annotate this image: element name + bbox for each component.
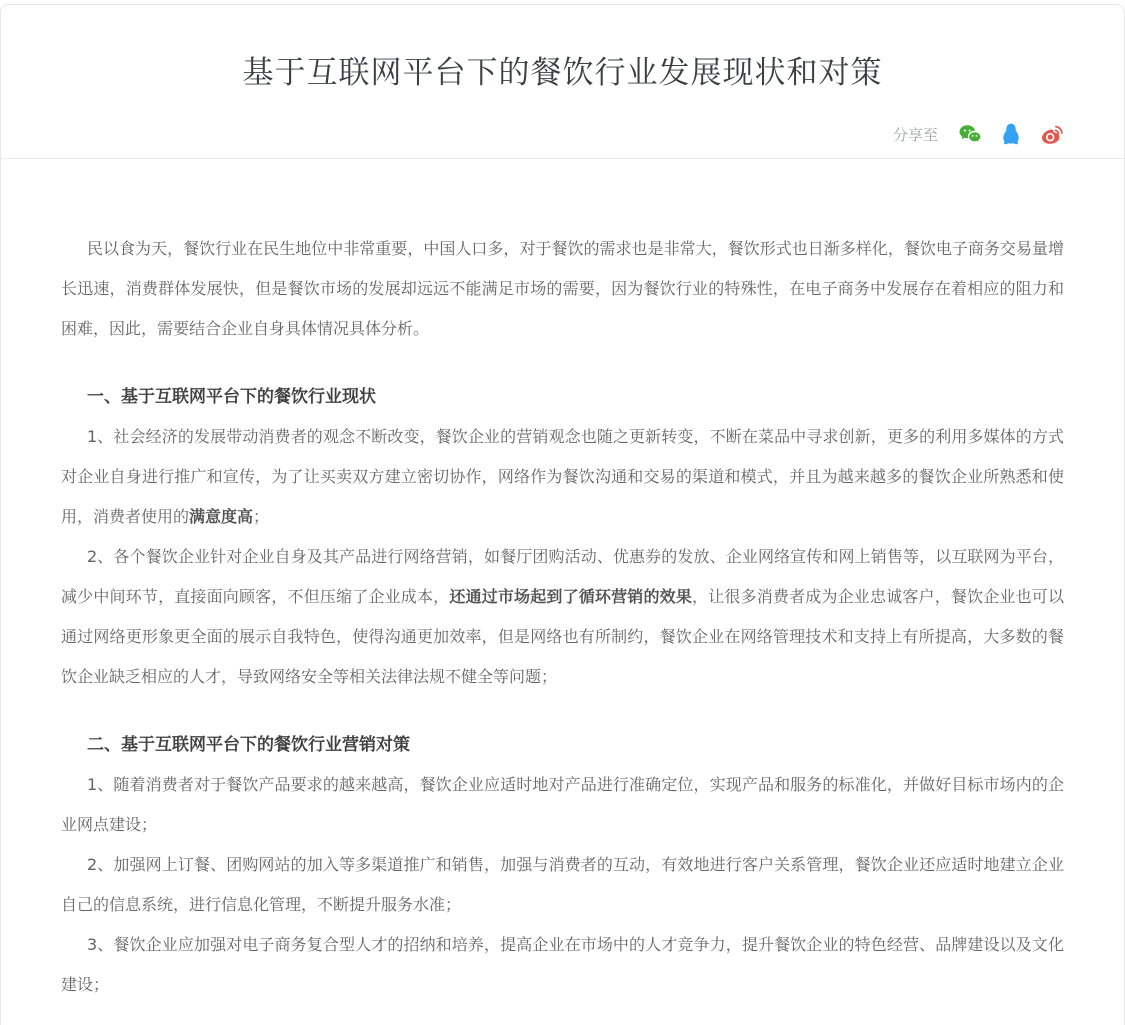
bold-text-run: 还通过市场起到了循环营销的效果 [449,587,693,606]
weibo-share-icon[interactable] [1040,122,1064,146]
paragraph [61,925,1064,1005]
article-body [1,159,1124,1025]
bold-text-run: 满意度高 [189,507,254,526]
text-run: 1、社会经济的发展带动消费者的观念不断改变，餐饮企业的营销观念也随之更新转变，不断在菜品中寻求创新，更多的利用多媒体的方式对企业自身进行推广和宣传，为了让买卖双方建立密切协作，网络作为餐饮沟通和交易的渠道和模式，并且为越来越多的餐饮企业所熟悉和使用，消费者使用的 [61,427,1064,526]
share-bar [61,122,1064,158]
text-run: 3、餐饮企业应加强对电子商务复合型人才的招纳和培养，提高企业在市场中的人才竞争力，提升餐饮企业的特色经营、品牌建设以及文化建设； [61,935,1064,994]
text-run: ，让很多消费者成为企业忠诚客户，餐饮企业也可以通过网络更形象更全面的展示自我特色，使得沟通更加效率，但是网络也有所制约，餐饮企业在网络管理技术和支持上有所提高，大多数的餐饮企业缺乏相应的人才，导致网络安全等相关法律法规不健全等问题； [61,587,1064,686]
paragraph [61,845,1064,925]
paragraph [61,417,1064,537]
section-2-heading: 二、基于互联网平台下的餐饮行业营销对策 [87,735,410,755]
wechat-share-icon[interactable] [958,122,982,146]
text-run: 民以食为天，餐饮行业在民生地位中非常重要，中国人口多，对于餐饮的需求也是非常大，餐饮形式也日渐多样化，餐饮电子商务交易量增长迅速，消费群体发展快，但是餐饮市场的发展却远远不能满足市场的需要，因为餐饮行业的特殊性，在电子商务中发展存在着相应的阻力和困难，因此，需要结合企业自身具体情况具体分析。 [61,239,1064,338]
section-1-heading: 一、基于互联网平台下的餐饮行业现状 [87,387,376,407]
text-run: 1、随着消费者对于餐饮产品要求的越来越高，餐饮企业应适时地对产品进行准确定位，实现产品和服务的标准化，并做好目标市场内的企业网点建设； [61,775,1064,834]
paragraph [61,765,1064,845]
paragraph [61,537,1064,697]
share-label: 分享至 [892,125,938,144]
text-run: 2、各个餐饮企业针对企业自身及其产品进行网络营销，如餐厅团购活动、优惠券的发放、企业网络宣传和网上销售等，以互联网为平台，减少中间环节，直接面向顾客，不但压缩了企业成本， [61,547,1064,606]
article-card [0,4,1125,1025]
article-header [1,5,1124,159]
intro-paragraph [61,229,1064,349]
qq-share-icon[interactable] [999,122,1023,146]
page-title: 基于互联网平台下的餐饮行业发展现状和对策 [242,55,883,91]
text-run: ； [253,507,270,526]
text-run: 2、加强网上订餐、团购网站的加入等多渠道推广和销售，加强与消费者的互动，有效地进行客户关系管理，餐饮企业还应适时地建立企业自己的信息系统，进行信息化管理，不断提升服务水准； [61,855,1064,914]
